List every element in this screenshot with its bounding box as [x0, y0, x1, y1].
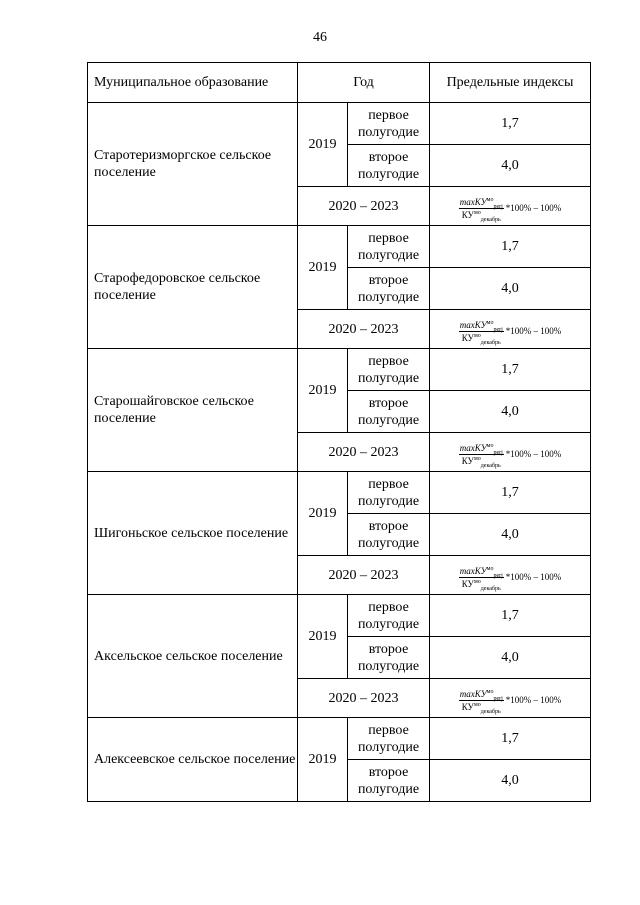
index-formula — [459, 442, 562, 469]
second-half-label: второе полугодие — [348, 268, 430, 310]
year-cell: 2019 — [298, 349, 348, 433]
index-formula — [459, 688, 562, 715]
first-half-label: первое полугодие — [348, 718, 430, 760]
municipality-name: Старошайговское сельское поселение — [88, 349, 298, 472]
formula-numerator: maxКУ$^{мо}_{реrj}$ — [459, 442, 503, 456]
table-row — [88, 718, 591, 760]
first-half-value: 1,7 — [430, 226, 591, 268]
formula-numerator: maxКУ$^{мо}_{реrj}$ — [459, 319, 503, 333]
year-cell: 2019 — [298, 718, 348, 802]
second-half-label: второе полугодие — [348, 760, 430, 802]
first-half-value: 1,7 — [430, 472, 591, 514]
table-row — [88, 103, 591, 145]
first-half-label: первое полугодие — [348, 595, 430, 637]
year-cell: 2019 — [298, 472, 348, 556]
municipality-name: Аксельское сельское поселение — [88, 595, 298, 718]
year-range: 2020 – 2023 — [298, 679, 430, 718]
formula-denominator: $КУ^{мо}_{декабрь}$ — [461, 209, 501, 223]
first-half-label: первое полугодие — [348, 103, 430, 145]
first-half-value: 1,7 — [430, 595, 591, 637]
formula-numerator: maxКУ$^{мо}_{реrj}$ — [459, 688, 503, 702]
second-half-value: 4,0 — [430, 268, 591, 310]
formula-tail: *100% – 100% — [505, 572, 562, 582]
table-header-row — [88, 63, 591, 103]
municipality-name: Шигоньское сельское поселение — [88, 472, 298, 595]
second-half-value: 4,0 — [430, 145, 591, 187]
formula-fraction — [459, 442, 504, 469]
first-half-label: первое полугодие — [348, 226, 430, 268]
second-half-label: второе полугодие — [348, 391, 430, 433]
second-half-label: второе полугодие — [348, 145, 430, 187]
index-formula — [459, 565, 562, 592]
formula-tail: *100% – 100% — [505, 326, 562, 336]
table-row — [88, 595, 591, 637]
first-half-value: 1,7 — [430, 349, 591, 391]
table-body — [88, 103, 591, 802]
header-indices: Предельные индексы — [430, 63, 591, 103]
table-row — [88, 226, 591, 268]
year-cell: 2019 — [298, 595, 348, 679]
formula-cell — [430, 679, 591, 718]
formula-numerator: maxКУ$^{мо}_{реrj}$ — [459, 196, 503, 210]
formula-denominator: $КУ^{мо}_{декабрь}$ — [461, 578, 501, 592]
limit-indices-table — [87, 62, 591, 802]
municipality-name: Старофедоровское сельское поселение — [88, 226, 298, 349]
second-half-label: второе полугодие — [348, 637, 430, 679]
second-half-label: второе полугодие — [348, 514, 430, 556]
formula-tail: *100% – 100% — [505, 695, 562, 705]
formula-numerator: maxКУ$^{мо}_{реrj}$ — [459, 565, 503, 579]
year-range: 2020 – 2023 — [298, 433, 430, 472]
formula-tail: *100% – 100% — [505, 449, 562, 459]
first-half-label: первое полугодие — [348, 349, 430, 391]
year-range: 2020 – 2023 — [298, 556, 430, 595]
index-formula — [459, 319, 562, 346]
first-half-value: 1,7 — [430, 718, 591, 760]
year-cell: 2019 — [298, 103, 348, 187]
formula-denominator: $КУ^{мо}_{декабрь}$ — [461, 332, 501, 346]
header-year: Год — [298, 63, 430, 103]
index-formula — [459, 196, 562, 223]
first-half-label: первое полугодие — [348, 472, 430, 514]
formula-denominator: $КУ^{мо}_{декабрь}$ — [461, 701, 501, 715]
second-half-value: 4,0 — [430, 760, 591, 802]
formula-denominator: $КУ^{мо}_{декабрь}$ — [461, 455, 501, 469]
year-range: 2020 – 2023 — [298, 187, 430, 226]
second-half-value: 4,0 — [430, 391, 591, 433]
formula-fraction — [459, 319, 504, 346]
table-row — [88, 472, 591, 514]
year-range: 2020 – 2023 — [298, 310, 430, 349]
municipality-name: Старотеризморгское сельское поселение — [88, 103, 298, 226]
formula-cell — [430, 556, 591, 595]
formula-fraction — [459, 565, 504, 592]
formula-tail: *100% – 100% — [505, 203, 562, 213]
second-half-value: 4,0 — [430, 637, 591, 679]
formula-cell — [430, 433, 591, 472]
formula-cell — [430, 310, 591, 349]
year-cell: 2019 — [298, 226, 348, 310]
formula-cell — [430, 187, 591, 226]
page-number: 46 — [313, 30, 327, 45]
header-municipality: Муниципальное образование — [88, 63, 298, 103]
formula-fraction — [459, 688, 504, 715]
municipality-name: Алексеевское сельское поселение — [88, 718, 298, 802]
table-row — [88, 349, 591, 391]
formula-fraction — [459, 196, 504, 223]
first-half-value: 1,7 — [430, 103, 591, 145]
second-half-value: 4,0 — [430, 514, 591, 556]
